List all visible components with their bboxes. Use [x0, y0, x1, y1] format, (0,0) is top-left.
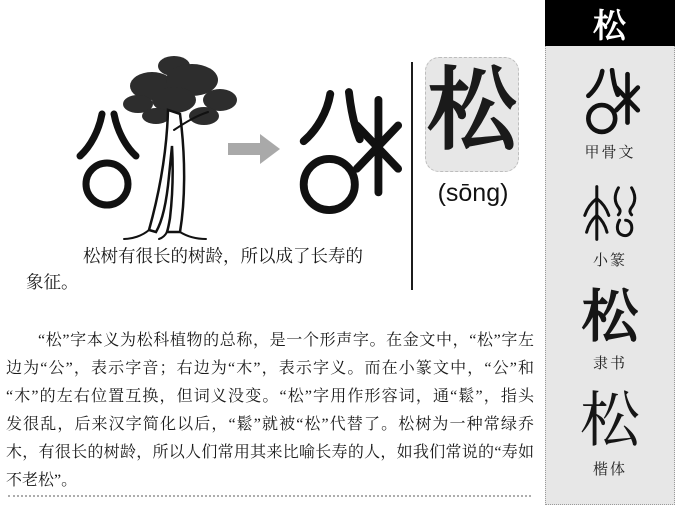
seal-script-glyph — [546, 183, 674, 243]
arrow-right-icon — [228, 134, 280, 164]
paragraph-line: 不老松”。 — [6, 472, 78, 489]
regular-script-char: 松 — [580, 388, 640, 454]
clerical-script-char: 松 — [581, 286, 639, 349]
paragraph-line: “松”字本义为松科植物的总称，是一个形声字。在金文中，“松”字左 — [38, 332, 534, 349]
paragraph-line: 边为“公”，表示字音；右边为“木”，表示字义。而在小篆文中，“公”和 — [6, 360, 534, 377]
big-character: 松 — [427, 61, 517, 161]
character-box — [425, 57, 519, 172]
script-forms-sidebar — [545, 46, 675, 505]
caption-line: 松树有很长的树龄，所以成了长寿的 — [83, 246, 363, 266]
pine-tree-illustration — [116, 52, 238, 244]
script-form-label: 甲骨文 — [584, 145, 636, 161]
paragraph-line: “木”的左右位置互换，但词义没变。“松”字用作形容词，通“鬆”，指头 — [6, 388, 534, 405]
script-form-label: 楷体 — [592, 462, 627, 478]
tree-artwork — [38, 52, 240, 244]
oracle-bone-glyph — [546, 68, 674, 136]
section-divider-dotted — [8, 495, 531, 497]
pinyin-label: (sōng) — [437, 179, 509, 207]
caption-line: 象征。 — [26, 272, 79, 292]
paragraph-line: 发很乱，后来汉字简化以后，“鬆”就被“松”代替了。松树为一种常绿乔 — [6, 416, 534, 433]
script-form-label: 小篆 — [592, 253, 627, 269]
oracle-song-glyph — [286, 88, 404, 218]
script-form-label: 隶书 — [592, 356, 627, 372]
paragraph-line: 木，有很长的树龄，所以人们常用其来比喻长寿的人，如我们常说的“寿如 — [6, 444, 534, 461]
sidebar-header — [545, 0, 675, 46]
sidebar-title: 松 — [593, 8, 627, 45]
body-paragraph — [6, 327, 534, 495]
image-caption — [26, 243, 420, 295]
